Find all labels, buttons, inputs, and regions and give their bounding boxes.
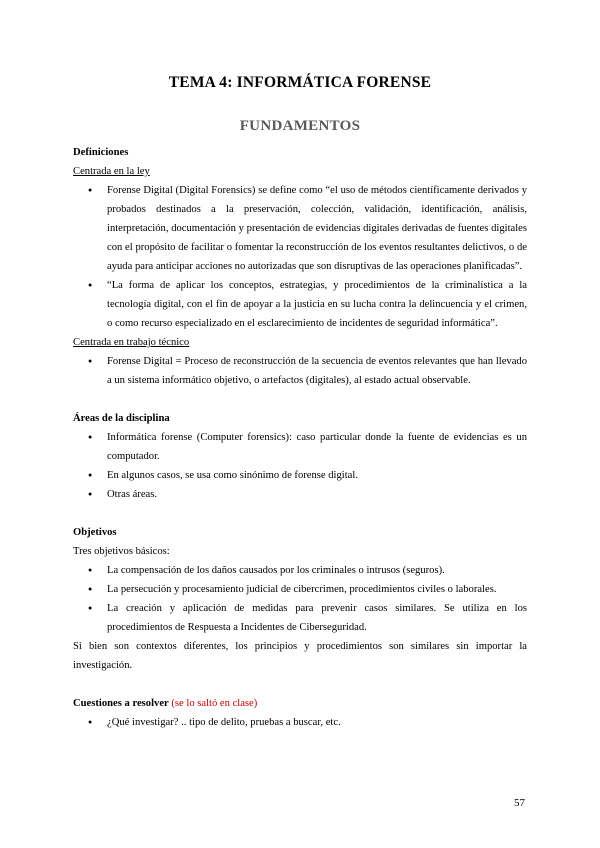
- cuestiones-heading: Cuestiones a resolver: [73, 698, 169, 709]
- tecnico-subheading: Centrada en trabajo técnico: [73, 337, 190, 348]
- cuestiones-heading-line: [73, 694, 527, 713]
- ley-subheading: Centrada en la ley: [73, 166, 150, 177]
- tecnico-list: [73, 352, 527, 390]
- list-item: ● ¿Qué investigar? .. tipo de delito, pruebas a buscar, etc.: [73, 713, 527, 732]
- section-title: FUNDAMENTOS: [239, 118, 361, 134]
- objetivos-list: [73, 561, 527, 637]
- list-item: ● En algunos casos, se usa como sinónimo de forense digital.: [73, 466, 527, 485]
- cuestiones-note: (se lo saltó en clase): [171, 698, 258, 709]
- document-body: [73, 143, 527, 732]
- page-title: TEMA 4: INFORMÁTICA FORENSE: [168, 74, 432, 91]
- areas-list: [73, 428, 527, 504]
- areas-heading: Áreas de la disciplina: [73, 413, 170, 424]
- list-item: ● Informática forense (Computer forensics): caso particular donde la fuente de evidencias es un computador.: [73, 428, 527, 466]
- definiciones-heading: Definiciones: [73, 147, 129, 158]
- list-item: ● “La forma de aplicar los conceptos, estrategias, y procedimientos de la criminalística a la tecnología digital, con el fin de apoyar a la justicia en su lucha contra la delincuencia y el crimen, o como recurso especializado en el esclarecimiento de incidentes de seguridad informática”.: [73, 276, 527, 333]
- list-item: ● Forense Digital = Proceso de reconstrucción de la secuencia de eventos relevantes que han llevado a un sistema informático objetivo, o artefactos (digitales), al estado actual observable.: [73, 352, 527, 390]
- objetivos-heading: Objetivos: [73, 527, 117, 538]
- list-item: ● La creación y aplicación de medidas para prevenir casos similares. Se utiliza en los procedimientos de Respuesta a Incidentes de Ciberseguridad.: [73, 599, 527, 637]
- page-number: 57: [514, 797, 525, 809]
- list-item: ● La persecución y procesamiento judicial de cibercrimen, procedimientos civiles o laborales.: [73, 580, 527, 599]
- list-item: ● La compensación de los daños causados por los criminales o intrusos (seguros).: [73, 561, 527, 580]
- list-item: ● Forense Digital (Digital Forensics) se define como “el uso de métodos científicamente derivados y probados destinados a la preservación, colección, validación, identificación, análisis, interpretación, documentación y presentación de evidencias digitales derivadas de fuentes digitales con el propósito de facilitar o fomentar la reconstrucción de los eventos resultantes delictivos, o de ayuda para anticipar acciones no autorizadas que son disruptivas de las operaciones planificadas”.: [73, 181, 527, 276]
- objetivos-intro: Tres objetivos básicos:: [73, 546, 170, 557]
- cuestiones-list: [73, 713, 527, 732]
- ley-list: [73, 181, 527, 333]
- list-item: ● Otras áreas.: [73, 485, 527, 504]
- objetivos-closing: Si bien son contextos diferentes, los principios y procedimientos son similares sin importar la investigación.: [73, 641, 527, 671]
